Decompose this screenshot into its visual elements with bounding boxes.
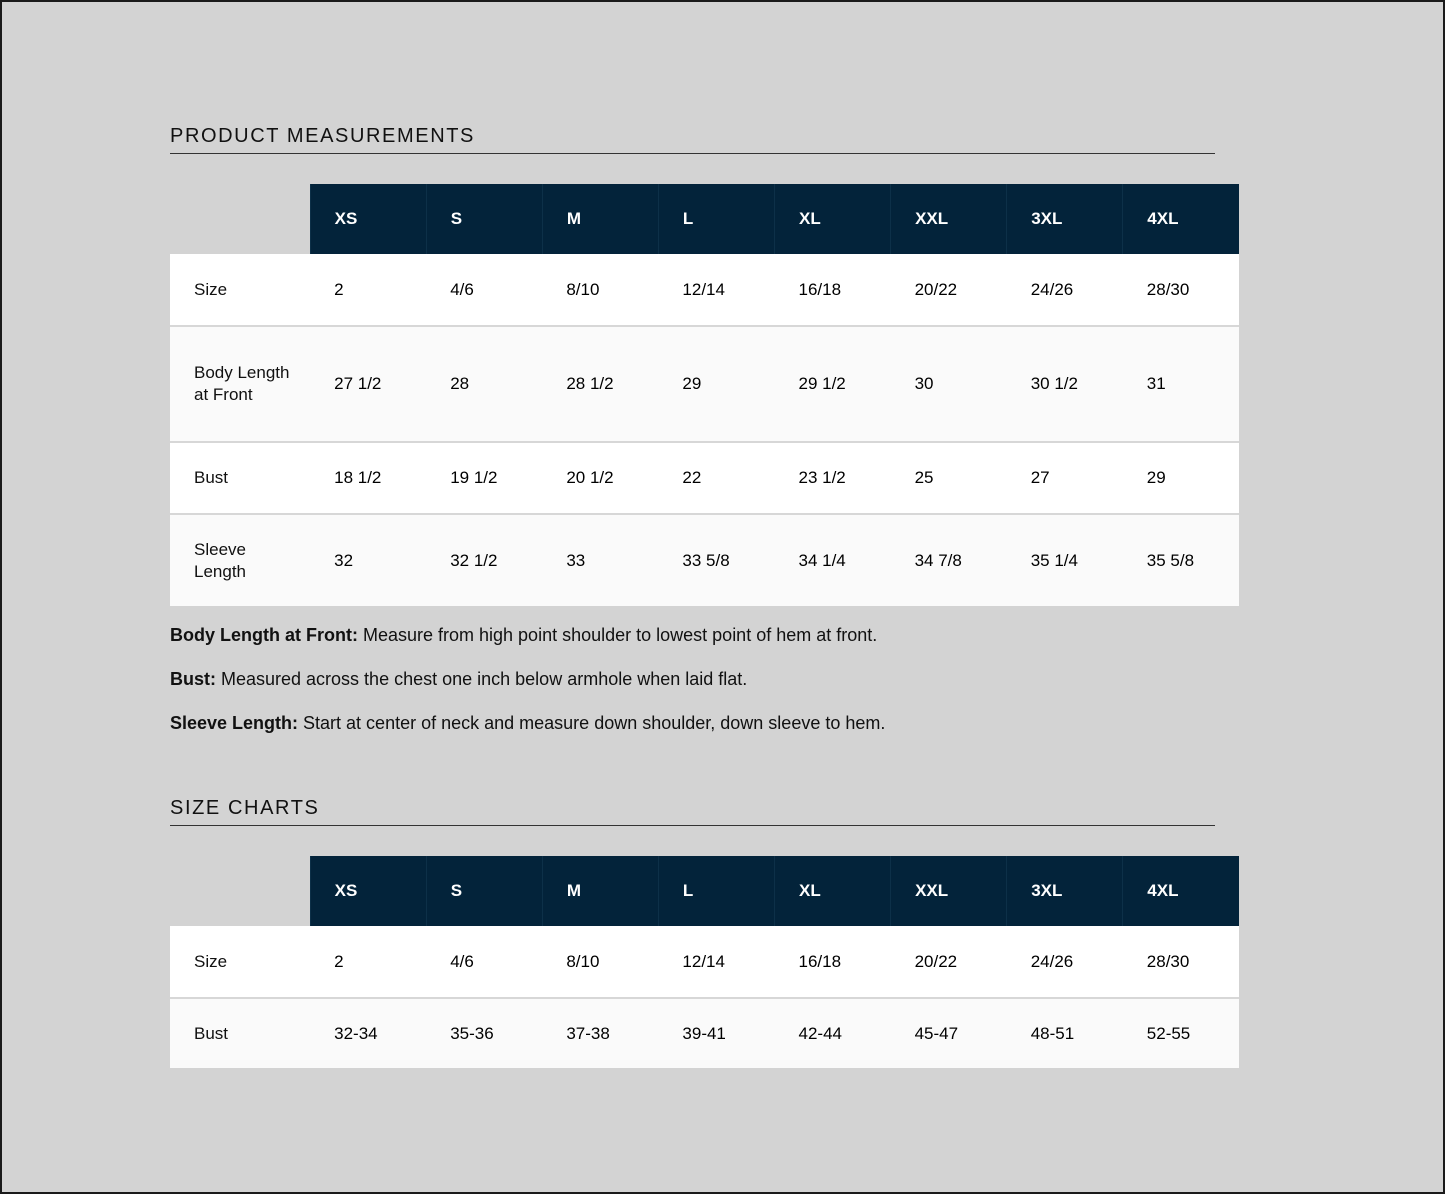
table-cell: 24/26 — [1007, 254, 1123, 326]
table-cell: 48-51 — [1007, 998, 1123, 1068]
table-cell: 34 1/4 — [775, 514, 891, 606]
header-size-xxl: XXL — [891, 856, 1007, 926]
table-row — [170, 926, 1239, 998]
table-cell: 20/22 — [891, 926, 1007, 998]
table-row — [170, 998, 1239, 1068]
header-corner — [170, 184, 310, 254]
table-cell: 20 1/2 — [542, 442, 658, 514]
note-text: Measure from high point shoulder to lowest point of hem at front. — [357, 625, 878, 645]
table-cell: 28/30 — [1123, 926, 1239, 998]
table-cell: 35 1/4 — [1007, 514, 1123, 606]
table-cell: 20/22 — [891, 254, 1007, 326]
table-cell: 12/14 — [658, 926, 774, 998]
note-sleeve-length — [170, 712, 1270, 735]
table-cell: 2 — [310, 254, 426, 326]
size-charts-table — [170, 856, 1239, 1068]
table-cell: 32 — [310, 514, 426, 606]
table-cell: 29 — [658, 326, 774, 442]
row-label: Bust — [170, 442, 310, 514]
header-size-3xl: 3XL — [1007, 184, 1123, 254]
table-cell: 8/10 — [542, 926, 658, 998]
header-corner — [170, 856, 310, 926]
table-row — [170, 442, 1239, 514]
row-label: Body Length at Front — [170, 326, 310, 442]
table-cell: 45-47 — [891, 998, 1007, 1068]
table-cell: 19 1/2 — [426, 442, 542, 514]
table-cell: 25 — [891, 442, 1007, 514]
table-cell: 33 5/8 — [658, 514, 774, 606]
header-size-s: S — [426, 856, 542, 926]
table-row — [170, 514, 1239, 606]
table-cell: 27 — [1007, 442, 1123, 514]
table-cell: 18 1/2 — [310, 442, 426, 514]
header-size-xl: XL — [775, 856, 891, 926]
table-header-row — [170, 856, 1239, 926]
product-measurements-table — [170, 184, 1239, 606]
table-cell: 42-44 — [775, 998, 891, 1068]
measurement-notes — [170, 624, 1270, 756]
header-size-3xl: 3XL — [1007, 856, 1123, 926]
note-text: Start at center of neck and measure down shoulder, down sleeve to hem. — [298, 713, 886, 733]
header-size-s: S — [426, 184, 542, 254]
note-term: Bust: — [170, 669, 216, 689]
header-size-l: L — [658, 184, 774, 254]
header-size-m: M — [542, 184, 658, 254]
table-cell: 16/18 — [775, 254, 891, 326]
table-row — [170, 254, 1239, 326]
row-label: Sleeve Length — [170, 514, 310, 606]
size-charts-title: SIZE CHARTS — [170, 797, 1215, 826]
table-cell: 31 — [1123, 326, 1239, 442]
note-bust — [170, 668, 1270, 691]
header-size-xl: XL — [775, 184, 891, 254]
table-cell: 4/6 — [426, 926, 542, 998]
table-cell: 32-34 — [310, 998, 426, 1068]
table-cell: 22 — [658, 442, 774, 514]
table-cell: 28/30 — [1123, 254, 1239, 326]
table-cell: 39-41 — [658, 998, 774, 1068]
table-header-row — [170, 184, 1239, 254]
table-cell: 28 1/2 — [542, 326, 658, 442]
header-size-m: M — [542, 856, 658, 926]
header-size-4xl: 4XL — [1123, 856, 1239, 926]
table-cell: 32 1/2 — [426, 514, 542, 606]
header-size-xxl: XXL — [891, 184, 1007, 254]
note-term: Body Length at Front: — [170, 625, 358, 645]
table-cell: 30 — [891, 326, 1007, 442]
table-cell: 8/10 — [542, 254, 658, 326]
table-cell: 35 5/8 — [1123, 514, 1239, 606]
table-cell: 4/6 — [426, 254, 542, 326]
header-size-4xl: 4XL — [1123, 184, 1239, 254]
header-size-xs: XS — [310, 856, 426, 926]
table-cell: 24/26 — [1007, 926, 1123, 998]
note-term: Sleeve Length: — [170, 713, 299, 733]
note-text: Measured across the chest one inch below armhole when laid flat. — [216, 669, 748, 689]
header-size-l: L — [658, 856, 774, 926]
table-cell: 34 7/8 — [891, 514, 1007, 606]
note-body-length — [170, 624, 1270, 647]
table-cell: 2 — [310, 926, 426, 998]
table-cell: 16/18 — [775, 926, 891, 998]
table-cell: 52-55 — [1123, 998, 1239, 1068]
product-measurements-title: PRODUCT MEASUREMENTS — [170, 125, 1215, 154]
header-size-xs: XS — [310, 184, 426, 254]
table-cell: 33 — [542, 514, 658, 606]
table-cell: 30 1/2 — [1007, 326, 1123, 442]
table-cell: 29 — [1123, 442, 1239, 514]
table-cell: 23 1/2 — [775, 442, 891, 514]
table-cell: 37-38 — [542, 998, 658, 1068]
table-cell: 35-36 — [426, 998, 542, 1068]
row-label: Bust — [170, 998, 310, 1068]
table-row — [170, 326, 1239, 442]
row-label: Size — [170, 254, 310, 326]
table-cell: 29 1/2 — [775, 326, 891, 442]
table-cell: 28 — [426, 326, 542, 442]
row-label: Size — [170, 926, 310, 998]
table-cell: 12/14 — [658, 254, 774, 326]
table-cell: 27 1/2 — [310, 326, 426, 442]
